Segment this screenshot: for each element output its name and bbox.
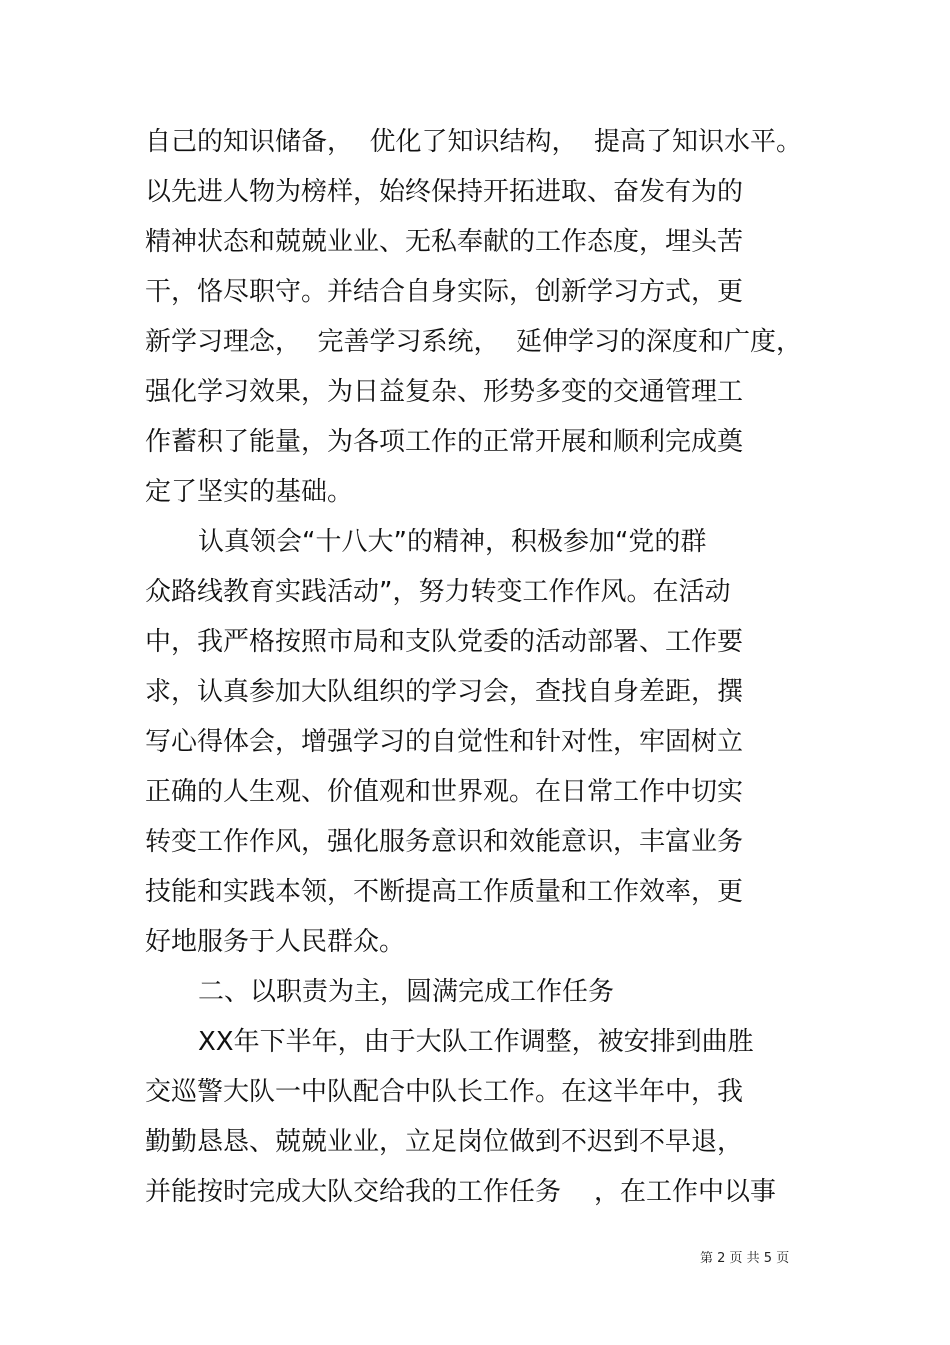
- text-line: 转变工作作风，强化服务意识和效能意识，丰富业务: [145, 827, 744, 857]
- text-line: 强化学习效果，为日益复杂、形势多变的交通管理工: [145, 377, 744, 407]
- text-line: 定了坚实的基础。: [145, 477, 354, 507]
- text-line: 技能和实践本领，不断提高工作质量和工作效率，更: [145, 877, 744, 907]
- page-number-footer: 第 2 页 共 5 页: [700, 1251, 790, 1266]
- text-line: 并能按时完成大队交给我的工作任务 ，在工作中以事: [145, 1177, 777, 1207]
- text-line: 新学习理念， 完善学习系统， 延伸学习的深度和广度，: [145, 327, 803, 357]
- text-line: 好地服务于人民群众。: [145, 927, 406, 957]
- text-line: 众路线教育实践活动”，努力转变工作作风。在活动: [145, 577, 731, 607]
- text-line: 以先进人物为榜样，始终保持开拓进取、奋发有为的: [145, 177, 744, 207]
- text-line: 正确的人生观、价值观和世界观。在日常工作中切实: [145, 777, 744, 807]
- text-line: 勤勤恳恳、兢兢业业，立足岗位做到不迟到不早退，: [145, 1127, 744, 1157]
- paragraph-first-line: 认真领会“十八大”的精神，积极参加“党的群: [198, 527, 707, 557]
- section-heading: 二、以职责为主，圆满完成工作任务: [198, 977, 615, 1007]
- text-line: 求，认真参加大队组织的学习会，查找自身差距，撰: [145, 677, 744, 707]
- text-line: 交巡警大队一中队配合中队长工作。在这半年中，我: [145, 1077, 744, 1107]
- text-line: 写心得体会，增强学习的自觉性和针对性，牢固树立: [145, 727, 744, 757]
- paragraph-first-line: XX年下半年，由于大队工作调整，被安排到曲胜: [198, 1027, 754, 1057]
- text-line: 干，恪尽职守。并结合自身实际，创新学习方式，更: [145, 277, 744, 307]
- text-line: 作蓄积了能量，为各项工作的正常开展和顺利完成奠: [145, 427, 744, 457]
- text-line: 精神状态和兢兢业业、无私奉献的工作态度，埋头苦: [145, 227, 744, 257]
- text-line: 自己的知识储备， 优化了知识结构， 提高了知识水平。: [145, 127, 803, 157]
- text-line: 中，我严格按照市局和支队党委的活动部署、工作要: [145, 627, 744, 657]
